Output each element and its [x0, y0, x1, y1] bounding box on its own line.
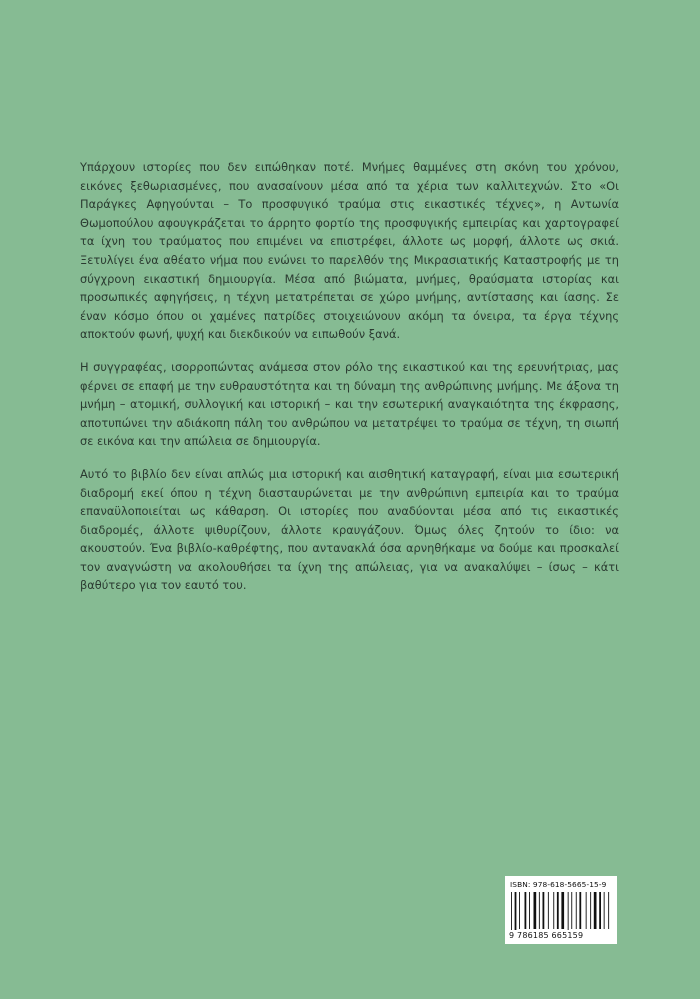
barcode-digits: 9 786185 665159 — [509, 931, 584, 940]
blurb-paragraph-1: Υπάρχουν ιστορίες που δεν ειπώθηκαν ποτέ. Μνήμες θαμμένες στη σκόνη του χρόνου, εικόνες ξεθωριασμένες, που ανασαίνουν μέσα από τα χέρια των καλλιτεχνών. Στο «Οι Παράγκες Αφηγούνται – Το προσφυγικό τραύμα στις εικαστικές τέχνες», η Αντωνία Θωμοπούλου αφουγκράζεται το άρρητο φορτίο της προσφυγικής εμπειρίας και χαρτογραφεί τα ίχνη του τραύματος που επιμένει να επιστρέφει, άλλοτε ως μορφή, άλλοτε ως σκιά. Ξετυλίγει ένα αθέατο νήμα που ενώνει το παρελθόν της Μικρασιατικής Καταστροφής με τη σύγχρονη εικαστική δημιουργία. Μέσα από βιώματα, μνήμες, θραύσματα ιστορίας και προσωπικές αφηγήσεις, η τέχνη μετατρέπεται σε χώρο μνήμης, αντίστασης και ίασης. Σε έναν κόσμο όπου οι χαμένες πατρίδες στοιχειώνουν ακόμη τα όνειρα, τα έργα τέχνης αποκτούν φωνή, ψυχή και διεκδικούν να ειπωθούν ξανά. — [80, 160, 619, 342]
blurb-paragraph-2: Η συγγραφέας, ισορροπώντας ανάμεσα στον ρόλο της εικαστικού και της ερευνήτριας, μας φέρνει σε επαφή με την ευθραυστότητα και τη δύναμη της ανθρώπινης μνήμης. Με άξονα τη μνήμη – ατομική, συλλογική και ιστορική – και την εσωτερική αναγκαιότητα της έκφρασης, αποτυπώνει την αδιάκοπη πάλη του ανθρώπου να μετατρέψει το τραύμα σε τέχνη, τη σιωπή σε εικόνα και την απώλεια σε δημιουργία. — [80, 359, 619, 449]
isbn-label: ISBN: 978-618-5665-15-9 — [510, 880, 607, 889]
isbn-barcode-box — [505, 876, 617, 944]
barcode-icon — [511, 892, 611, 930]
blurb-paragraph-3: Αυτό το βιβλίο δεν είναι απλώς μια ιστορική και αισθητική καταγραφή, είναι μια εσωτερική διαδρομή εκεί όπου η τέχνη διασταυρώνεται με την ανθρώπινη εμπειρία και το τραύμα επαναϋλοποιείται ως κάθαρση. Οι ιστορίες που αναδύονται μέσα από τις εικαστικές διαδρομές, άλλοτε ψιθυρίζουν, άλλοτε κραυγάζουν. Όμως όλες ζητούν το ίδιο: να ακουστούν. Ένα βιβλίο-καθρέφτης, που αντανακλά όσα αρνηθήκαμε να δούμε και προσκαλεί τον αναγνώστη να ακολουθήσει τα ίχνη της απώλειας, για να ανακαλύψει – ίσως – κάτι βαθύτερο για τον εαυτό του. — [80, 466, 619, 593]
back-cover-blurb — [80, 158, 619, 609]
